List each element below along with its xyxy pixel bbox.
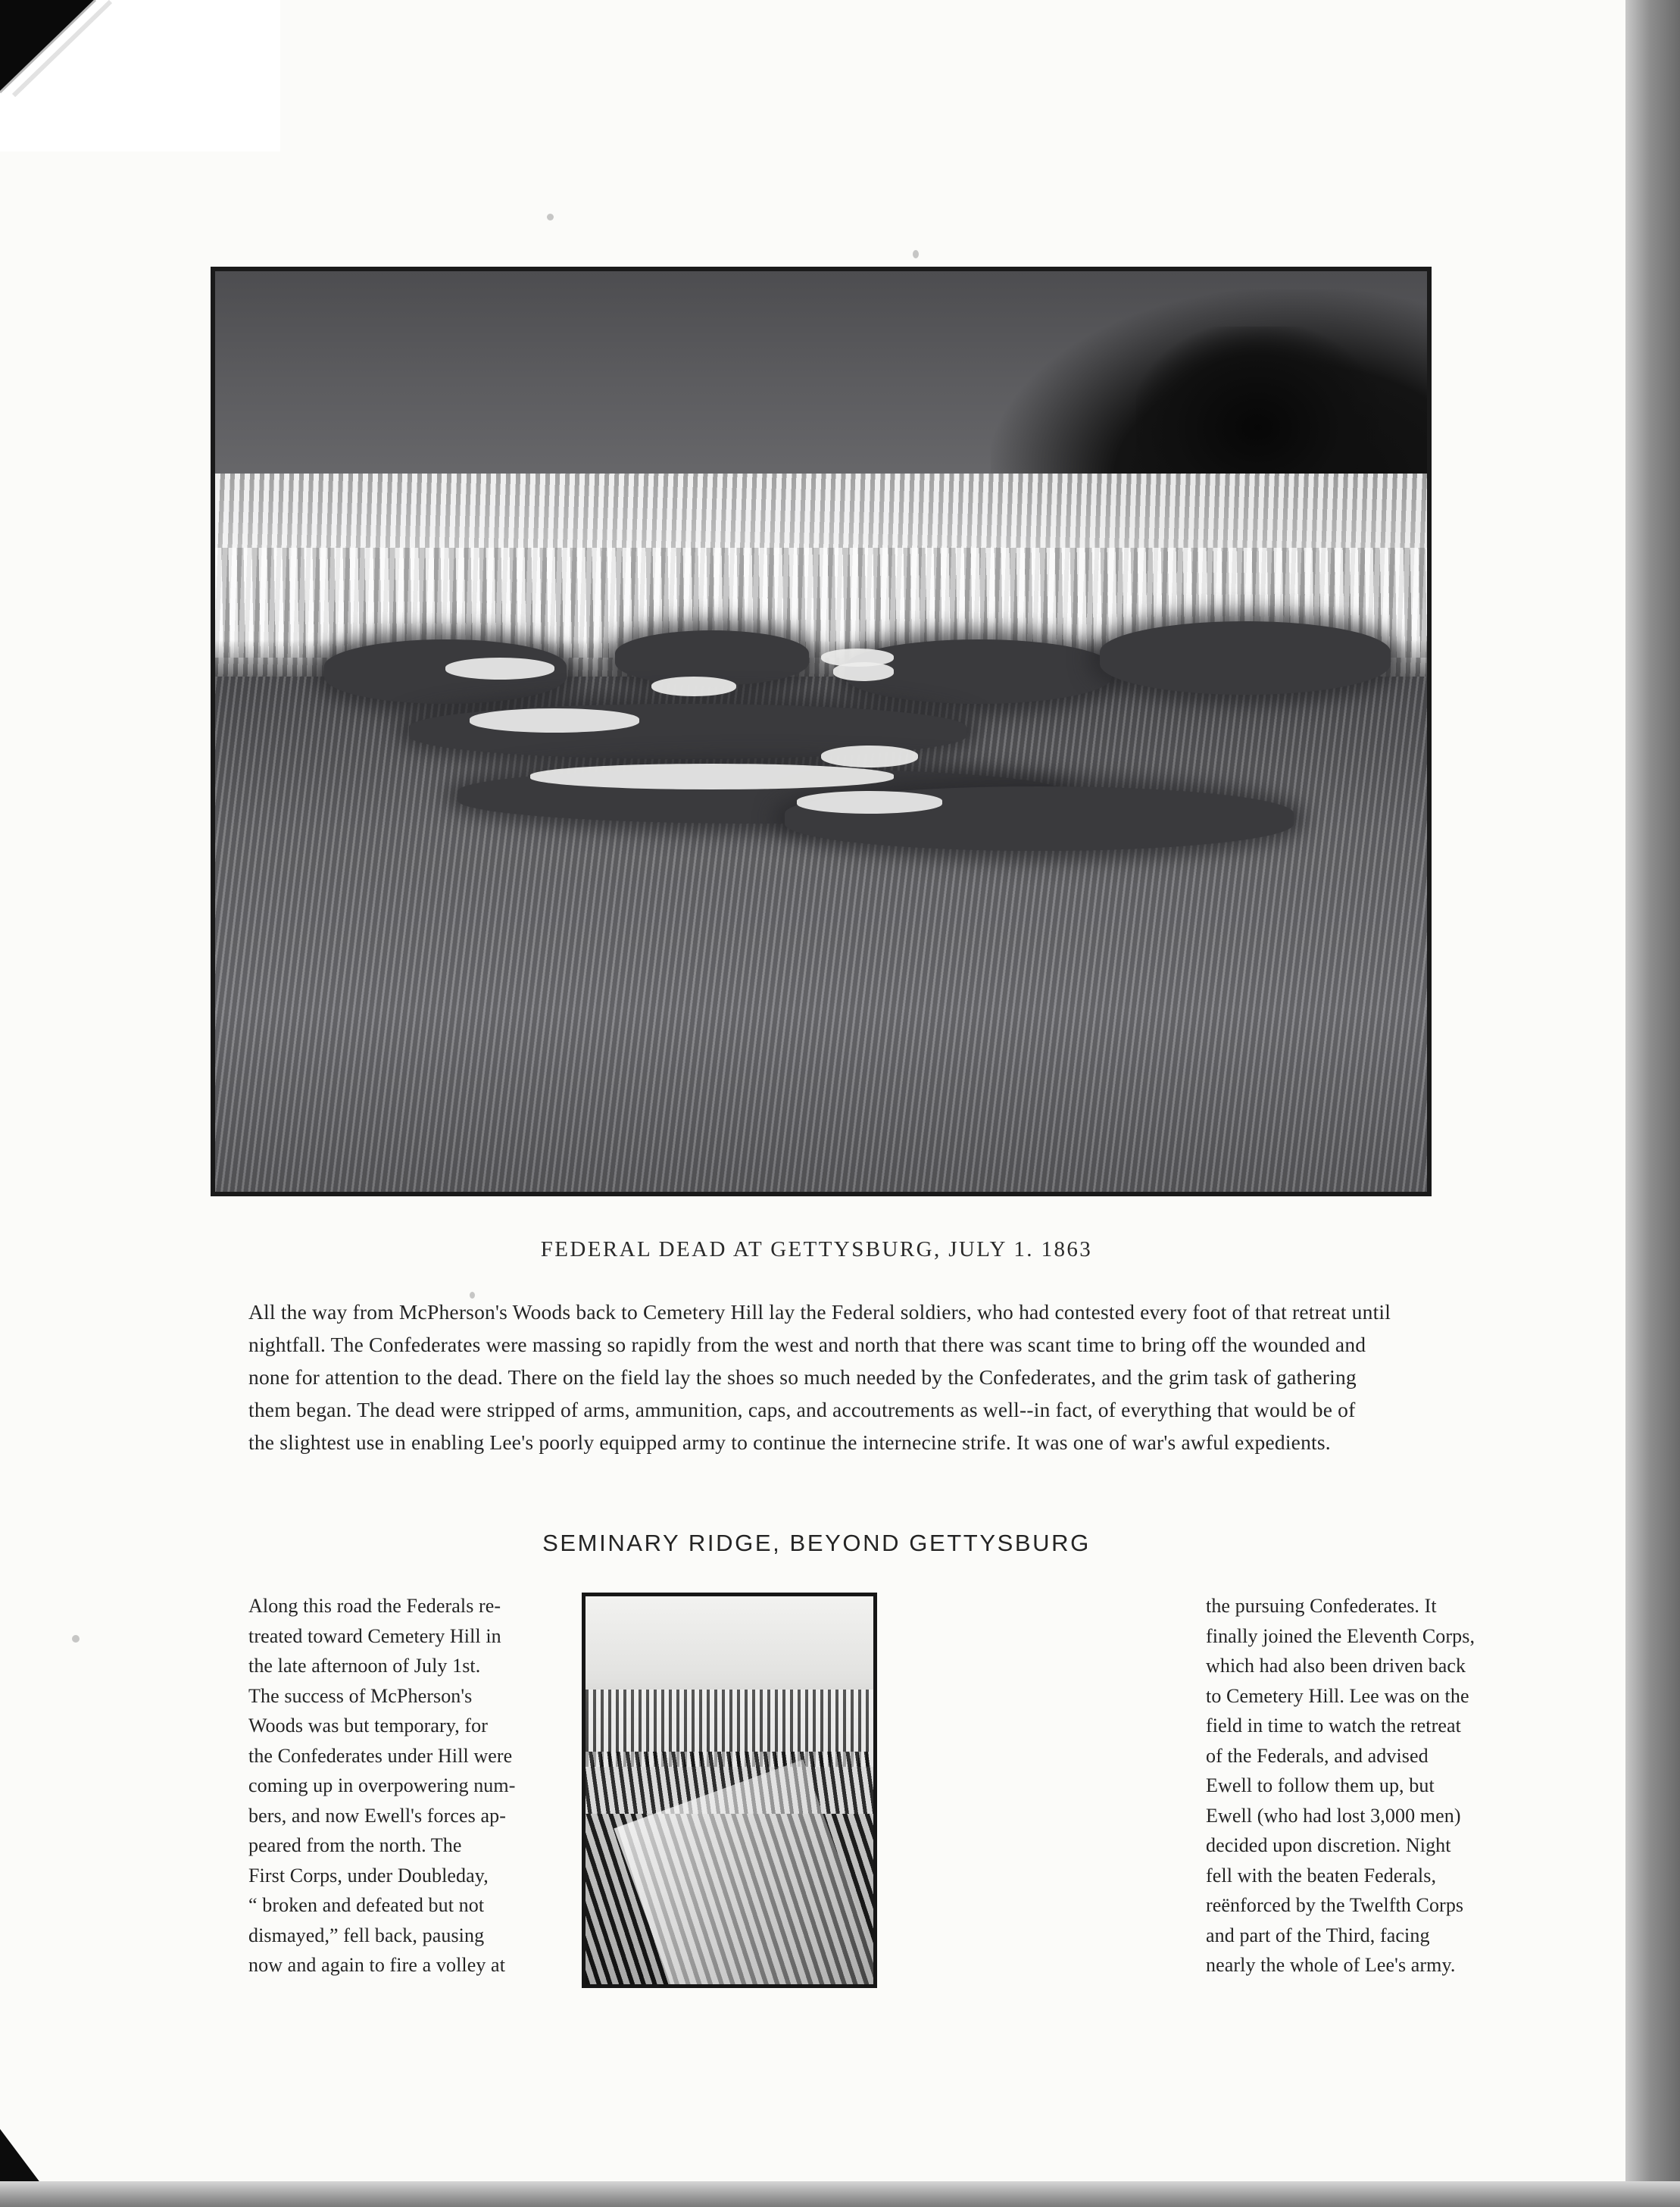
column-line: to Cemetery Hill. Lee was on the xyxy=(1206,1684,1469,1707)
lede-line: none for attention to the dead. There on the field lay the shoes so much needed by the Confederates, and the grim task of gathering xyxy=(248,1365,1357,1389)
lede-line: them began. The dead were stripped of arms, ammunition, caps, and accoutrements as well--in fact, of everything that would be of xyxy=(248,1398,1356,1421)
column-line: nearly the whole of Lee's army. xyxy=(1206,1954,1456,1976)
column-line: finally joined the Eleventh Corps, xyxy=(1206,1624,1475,1647)
page-bottom-notch xyxy=(0,2099,91,2190)
corner-shadow xyxy=(0,0,185,111)
photo-highlight xyxy=(833,662,894,680)
photo-highlight xyxy=(530,764,894,789)
scan-speck xyxy=(547,214,554,220)
lede-line: the slightest use in enabling Lee's poorly equipped army to continue the internecine strife. It was one of war's awful expedients. xyxy=(248,1430,1331,1454)
column-line: fell with the beaten Federals, xyxy=(1206,1864,1437,1887)
photo-highlight xyxy=(821,746,918,767)
column-line: Woods was but temporary, for xyxy=(248,1715,489,1737)
scan-speck xyxy=(72,1635,80,1643)
photo-highlight xyxy=(651,677,736,697)
scanner-edge-right xyxy=(1625,0,1680,2207)
scan-speck xyxy=(913,250,919,258)
column-line: reënforced by the Twelfth Corps xyxy=(1206,1894,1464,1916)
lede-line: All the way from McPherson's Woods back to Cemetery Hill lay the Federal soldiers, who had contested every foot of that retreat until xyxy=(248,1300,1391,1324)
federal-dead-photo xyxy=(211,267,1432,1196)
left-text-column xyxy=(248,1591,521,1980)
column-line: “ broken and defeated but not xyxy=(248,1894,485,1916)
column-line: First Corps, under Doubleday, xyxy=(248,1864,489,1887)
column-line: the late afternoon of July 1st. xyxy=(248,1655,481,1677)
column-line: Along this road the Federals re- xyxy=(248,1595,501,1617)
column-line: field in time to watch the retreat xyxy=(1206,1715,1461,1737)
column-line: the Confederates under Hill were xyxy=(248,1744,513,1767)
lede-line: nightfall. The Confederates were massing so rapidly from the west and north that there was scant time to bring off the wounded and xyxy=(248,1333,1366,1356)
column-line: bers, and now Ewell's forces ap- xyxy=(248,1804,506,1827)
right-text-column xyxy=(1206,1591,1479,1980)
column-line: dismayed,” fell back, pausing xyxy=(248,1924,485,1946)
section-heading: SEMINARY RIDGE, BEYOND GETTYSBURG xyxy=(542,1530,1091,1556)
corner-fold-line-icon xyxy=(0,0,280,152)
column-line: peared from the north. The xyxy=(248,1834,462,1856)
photo-figure-mass xyxy=(1100,621,1391,695)
photo-canvas xyxy=(215,271,1427,1192)
column-line: The success of McPherson's xyxy=(248,1684,473,1707)
column-line: which had also been driven back xyxy=(1206,1655,1466,1677)
scanner-edge-bottom xyxy=(0,2181,1680,2207)
column-line: coming up in overpowering num- xyxy=(248,1774,516,1796)
column-line: treated toward Cemetery Hill in xyxy=(248,1624,501,1647)
column-line: the pursuing Confederates. It xyxy=(1206,1595,1437,1617)
lede-paragraph xyxy=(248,1296,1479,1458)
figure-caption: FEDERAL DEAD AT GETTYSBURG, JULY 1. 1863 xyxy=(540,1237,1093,1261)
column-line: Ewell to follow them up, but xyxy=(1206,1774,1435,1796)
page-corner-fold xyxy=(0,0,288,159)
photo-highlight xyxy=(470,708,639,733)
photo-highlight xyxy=(797,791,942,813)
column-line: Ewell (who had lost 3,000 men) xyxy=(1206,1804,1461,1827)
column-line: decided upon discretion. Night xyxy=(1206,1834,1451,1856)
two-column-block xyxy=(248,1591,1479,1985)
seminary-ridge-photo xyxy=(582,1593,877,1988)
column-line: now and again to fire a volley at xyxy=(248,1954,506,1976)
column-line: and part of the Third, facing xyxy=(1206,1924,1430,1946)
column-line: of the Federals, and advised xyxy=(1206,1744,1429,1767)
photo-highlight xyxy=(445,658,554,680)
